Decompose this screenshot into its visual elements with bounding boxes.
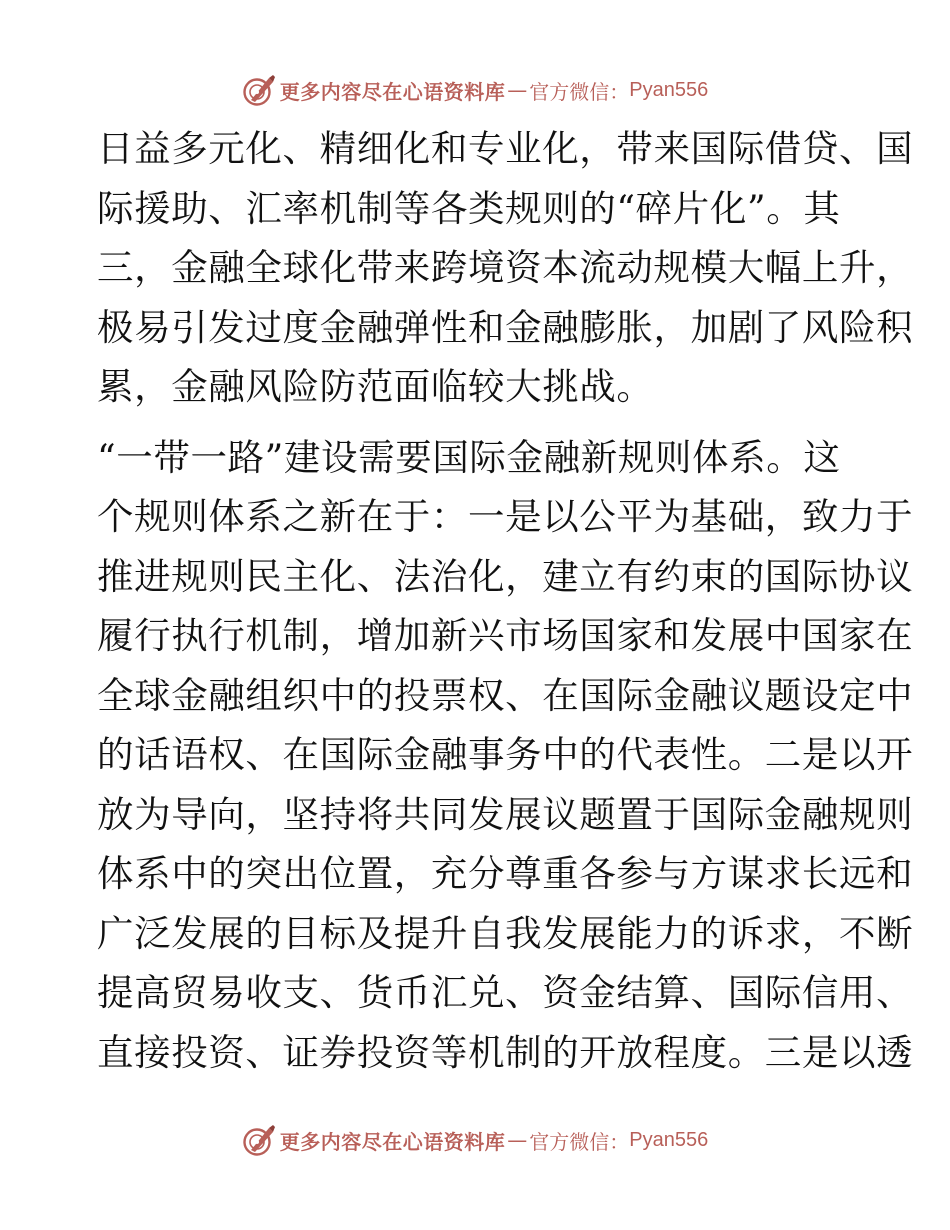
- text-line: 全球金融组织中的投票权、在国际金融议题设定中: [97, 673, 914, 717]
- paragraph: [97, 428, 914, 1083]
- banner-wechat-id: Pyan556: [629, 1128, 709, 1151]
- banner-title: 更多内容尽在心语资料库: [279, 79, 506, 104]
- pen-nib-logo-icon: [242, 1123, 276, 1157]
- text-line: 广泛发展的目标及提升自我发展能力的诉求，不断: [97, 911, 914, 955]
- text-line: 的话语权、在国际金融事务中的代表性。二是以开: [97, 733, 914, 776]
- banner-wechat-label: 官方微信：: [529, 79, 630, 104]
- text-line: 体系中的突出位置，充分尊重各参与方谋求长远和: [97, 852, 914, 895]
- banner-dash: —: [507, 1128, 528, 1152]
- text-line: 极易引发过度金融弹性和金融膨胀，加剧了风险积: [97, 305, 914, 349]
- text-line: 直接投资、证券投资等机制的开放程度。三是以透: [97, 1030, 914, 1074]
- paragraph-gap: [97, 417, 857, 428]
- paragraph: [97, 119, 914, 417]
- banner-wechat-label: 官方微信：: [529, 1129, 630, 1154]
- pen-nib-logo-icon: [242, 73, 276, 107]
- text-line: 放为导向，坚持将共同发展议题置于国际金融规则: [97, 792, 914, 836]
- text-line: 日益多元化、精细化和专业化，带来国际借贷、国: [97, 127, 914, 170]
- text-line: 履行执行机制，增加新兴市场国家和发展中国家在: [97, 614, 914, 657]
- banner-dash: —: [507, 78, 528, 102]
- text-line: 累，金融风险防范面临较大挑战。: [97, 365, 654, 408]
- banner-wechat-id: Pyan556: [629, 78, 709, 101]
- text-line: 个规则体系之新在于：一是以公平为基础，致力于: [97, 495, 914, 538]
- document-body: [97, 119, 914, 1082]
- text-line: 三，金融全球化带来跨境资本流动规模大幅上升，: [97, 246, 914, 289]
- header-watermark-banner: [0, 70, 950, 110]
- text-line: 际援助、汇率机制等各类规则的“碎片化”。其: [97, 186, 841, 230]
- text-line: 推进规则民主化、法治化，建立有约束的国际协议: [97, 554, 914, 598]
- text-line: 提高贸易收支、货币汇兑、资金结算、国际信用、: [97, 971, 914, 1014]
- text-line: “一带一路”建设需要国际金融新规则体系。这: [97, 435, 841, 479]
- footer-watermark-banner: [0, 1120, 950, 1160]
- banner-title: 更多内容尽在心语资料库: [279, 1129, 506, 1154]
